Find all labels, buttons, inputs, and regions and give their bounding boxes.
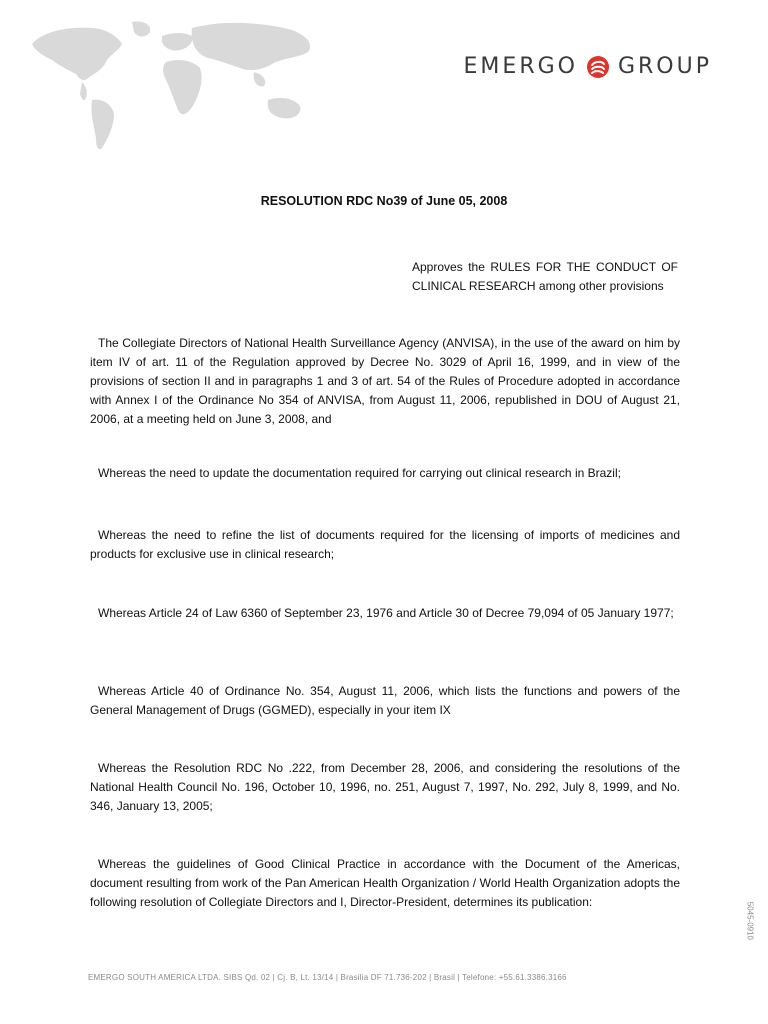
logo-text-group: GROUP	[617, 54, 712, 79]
world-map-graphic	[22, 14, 322, 154]
whereas-paragraph-2	[90, 526, 680, 564]
whereas-paragraph-5	[90, 759, 680, 816]
approves-summary: Approves the RULES FOR THE CONDUCT OF CLINICAL RESEARCH among other provisions	[412, 260, 678, 293]
whereas-text-4: Whereas Article 40 of Ordinance No. 354, August 11, 2006, which lists the functions and powers of the General Management of Drugs (GGMED), especially in your item IX	[90, 684, 680, 717]
whereas-paragraph-4	[90, 682, 680, 720]
whereas-paragraph-1	[90, 464, 680, 483]
preamble-paragraph	[90, 334, 680, 429]
whereas-paragraph-3	[90, 604, 680, 623]
emergo-swirl-icon	[586, 55, 610, 79]
side-document-code: 5045-0910	[745, 901, 754, 940]
whereas-paragraph-6	[90, 855, 680, 912]
logo-text-emergo: EMERGO	[463, 54, 578, 79]
document-title: RESOLUTION RDC No39 of June 05, 2008	[260, 194, 508, 208]
emergo-group-logo	[464, 54, 712, 79]
whereas-text-6: Whereas the guidelines of Good Clinical Practice in accordance with the Document of the Americas, document resulting from work of the Pan American Health Organization / World Health Organization adopts the following resolution of Collegiate Directors and I, Director-President, determines its publication:	[90, 857, 680, 909]
whereas-text-1: Whereas the need to update the documentation required for carrying out clinical research in Brazil;	[98, 466, 621, 480]
whereas-text-5: Whereas the Resolution RDC No .222, from December 28, 2006, and considering the resolutions of the National Health Council No. 196, October 10, 1996, no. 251, August 7, 1997, No. 292, July 8, 1999, and No. 346, January 13, 2005;	[90, 761, 680, 813]
footer-address: EMERGO SOUTH AMERICA LTDA. SIBS Qd. 02 | Cj. B, Lt. 13/14 | Brasilia DF 71.736-202 | Brasil | Telefone: +55.61.3386.3166	[88, 973, 567, 982]
whereas-text-2: Whereas the need to refine the list of documents required for the licensing of imports of medicines and products for exclusive use in clinical research;	[90, 528, 680, 561]
whereas-text-3: Whereas Article 24 of Law 6360 of September 23, 1976 and Article 30 of Decree 79,094 of 05 January 1977;	[98, 606, 674, 620]
preamble-text: The Collegiate Directors of National Health Surveillance Agency (ANVISA), in the use of the award on him by item IV of art. 11 of the Regulation approved by Decree No. 3029 of April 16, 1999, and in view of the provisions of section II and in paragraphs 1 and 3 of art. 54 of the Rules of Procedure adopted in accordance with Annex I of the Ordinance No 354 of ANVISA, from August 11, 2006, republished in DOU of August 21, 2006, at a meeting held on June 3, 2008, and	[90, 336, 680, 426]
